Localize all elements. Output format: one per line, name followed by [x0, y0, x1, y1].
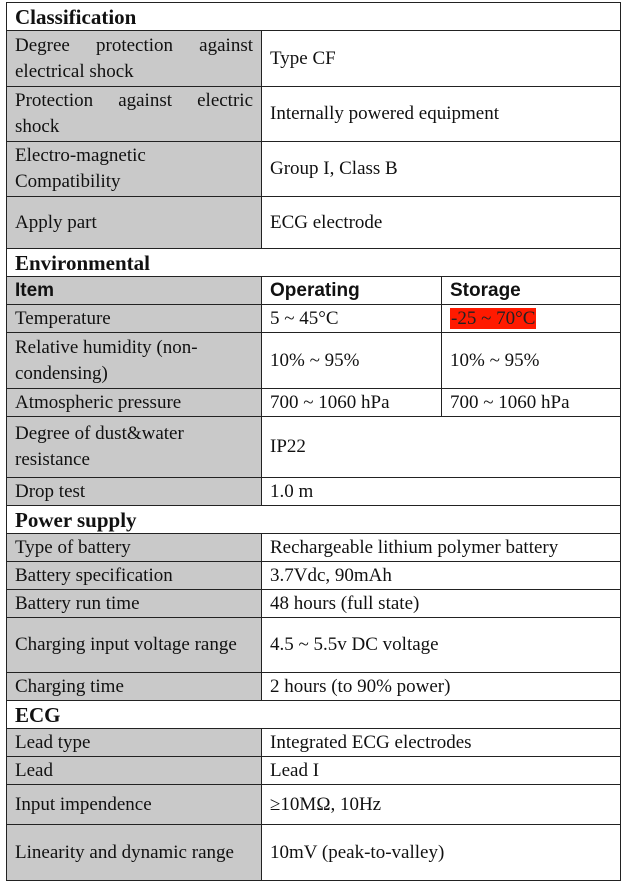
section-environmental: Environmental: [7, 249, 621, 277]
degree-protection-label: Degree protection against electrical shock: [7, 31, 262, 87]
degree-protection-value: Type CF: [262, 31, 621, 87]
battery-spec-label: Battery specification: [7, 562, 262, 590]
charging-time-value: 2 hours (to 90% power): [262, 673, 621, 701]
battery-spec-value: 3.7Vdc, 90mAh: [262, 562, 621, 590]
temperature-storage-highlight: -25 ~ 70°C: [451, 307, 536, 329]
pressure-operating: 700 ~ 1060 hPa: [262, 389, 442, 417]
lead-type-value: Integrated ECG electrodes: [262, 729, 621, 757]
emc-label: Electro-magnetic Compatibility: [7, 142, 262, 197]
protection-electric-value: Internally powered equipment: [262, 87, 621, 142]
temperature-label: Temperature: [7, 305, 262, 333]
pressure-storage: 700 ~ 1060 hPa: [442, 389, 621, 417]
specification-table: [6, 2, 621, 881]
section-power-supply: Power supply: [7, 506, 621, 534]
apply-part-label: Apply part: [7, 197, 262, 249]
temperature-operating: 5 ~ 45°C: [262, 305, 442, 333]
lead-label: Lead: [7, 757, 262, 785]
input-impedance-label: Input impendence: [7, 785, 262, 825]
dust-water-label: Degree of dust&water resistance: [7, 417, 262, 478]
run-time-label: Battery run time: [7, 590, 262, 618]
humidity-operating: 10% ~ 95%: [262, 333, 442, 389]
drop-test-value: 1.0 m: [262, 478, 621, 506]
temperature-storage-cell: [442, 305, 621, 333]
emc-value: Group I, Class B: [262, 142, 621, 197]
protection-electric-label: Protection against electric shock: [7, 87, 262, 142]
charging-voltage-label: Charging input voltage range: [7, 618, 262, 673]
run-time-value: 48 hours (full state): [262, 590, 621, 618]
lead-type-label: Lead type: [7, 729, 262, 757]
section-ecg: ECG: [7, 701, 621, 729]
humidity-storage: 10% ~ 95%: [442, 333, 621, 389]
drop-test-label: Drop test: [7, 478, 262, 506]
lead-value: Lead I: [262, 757, 621, 785]
charging-time-label: Charging time: [7, 673, 262, 701]
section-classification: Classification: [7, 3, 621, 31]
dust-water-value: IP22: [262, 417, 621, 478]
header-storage: Storage: [442, 277, 621, 305]
header-operating: Operating: [262, 277, 442, 305]
header-item: Item: [7, 277, 262, 305]
humidity-label: Relative humidity (non-condensing): [7, 333, 262, 389]
charging-voltage-value: 4.5 ~ 5.5v DC voltage: [262, 618, 621, 673]
battery-type-label: Type of battery: [7, 534, 262, 562]
input-impedance-value: ≥10MΩ, 10Hz: [262, 785, 621, 825]
battery-type-value: Rechargeable lithium polymer battery: [262, 534, 621, 562]
linearity-label: Linearity and dynamic range: [7, 825, 262, 881]
apply-part-value: ECG electrode: [262, 197, 621, 249]
linearity-value: 10mV (peak-to-valley): [262, 825, 621, 881]
pressure-label: Atmospheric pressure: [7, 389, 262, 417]
